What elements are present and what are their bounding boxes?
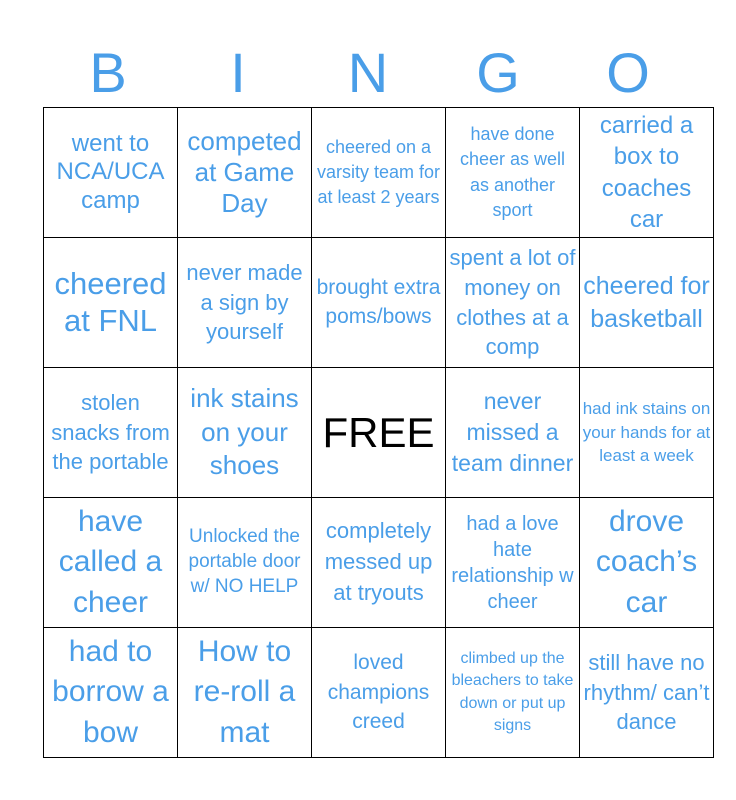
board-row (44, 108, 714, 238)
bingo-cell[interactable]: still have no rhythm/ can’t dance (580, 628, 714, 758)
bingo-cell[interactable]: had ink stains on your hands for at least a week (580, 368, 714, 498)
free-space[interactable]: FREE (312, 368, 446, 498)
header-letter-o: O (606, 41, 650, 104)
bingo-cell[interactable]: cheered for basketball (580, 238, 714, 368)
bingo-cell[interactable]: cheered at FNL (44, 238, 178, 368)
board-row (44, 498, 714, 628)
bingo-header (43, 40, 693, 106)
bingo-cell[interactable]: cheered on a varsity team for at least 2 years (312, 108, 446, 238)
bingo-cell[interactable]: never made a sign by yourself (178, 238, 312, 368)
bingo-board (43, 107, 714, 758)
bingo-cell[interactable]: completely messed up at tryouts (312, 498, 446, 628)
board-row (44, 628, 714, 758)
board-row (44, 238, 714, 368)
header-letter-g: G (476, 41, 520, 104)
header-letter-i: I (230, 41, 246, 104)
bingo-cell[interactable]: How to re-roll a mat (178, 628, 312, 758)
bingo-cell[interactable]: Unlocked the portable door w/ NO HELP (178, 498, 312, 628)
bingo-cell[interactable]: never missed a team dinner (446, 368, 580, 498)
bingo-cell[interactable]: went to NCA/UCA camp (44, 108, 178, 238)
bingo-cell[interactable]: have called a cheer (44, 498, 178, 628)
header-letter-b: B (89, 41, 127, 104)
bingo-cell[interactable]: had a love hate relationship w cheer (446, 498, 580, 628)
bingo-cell[interactable]: ink stains on your shoes (178, 368, 312, 498)
bingo-cell[interactable]: drove coach’s car (580, 498, 714, 628)
bingo-cell[interactable]: spent a lot of money on clothes at a comp (446, 238, 580, 368)
bingo-cell[interactable]: had to borrow a bow (44, 628, 178, 758)
bingo-cell[interactable]: stolen snacks from the portable (44, 368, 178, 498)
bingo-cell[interactable]: climbed up the bleachers to take down or put up signs (446, 628, 580, 758)
bingo-cell[interactable]: competed at Game Day (178, 108, 312, 238)
bingo-cell[interactable]: have done cheer as well as another sport (446, 108, 580, 238)
bingo-cell[interactable]: brought extra poms/bows (312, 238, 446, 368)
header-letter-n: N (347, 41, 389, 104)
board-row (44, 368, 714, 498)
bingo-cell[interactable]: carried a box to coaches car (580, 108, 714, 238)
bingo-cell[interactable]: loved champions creed (312, 628, 446, 758)
